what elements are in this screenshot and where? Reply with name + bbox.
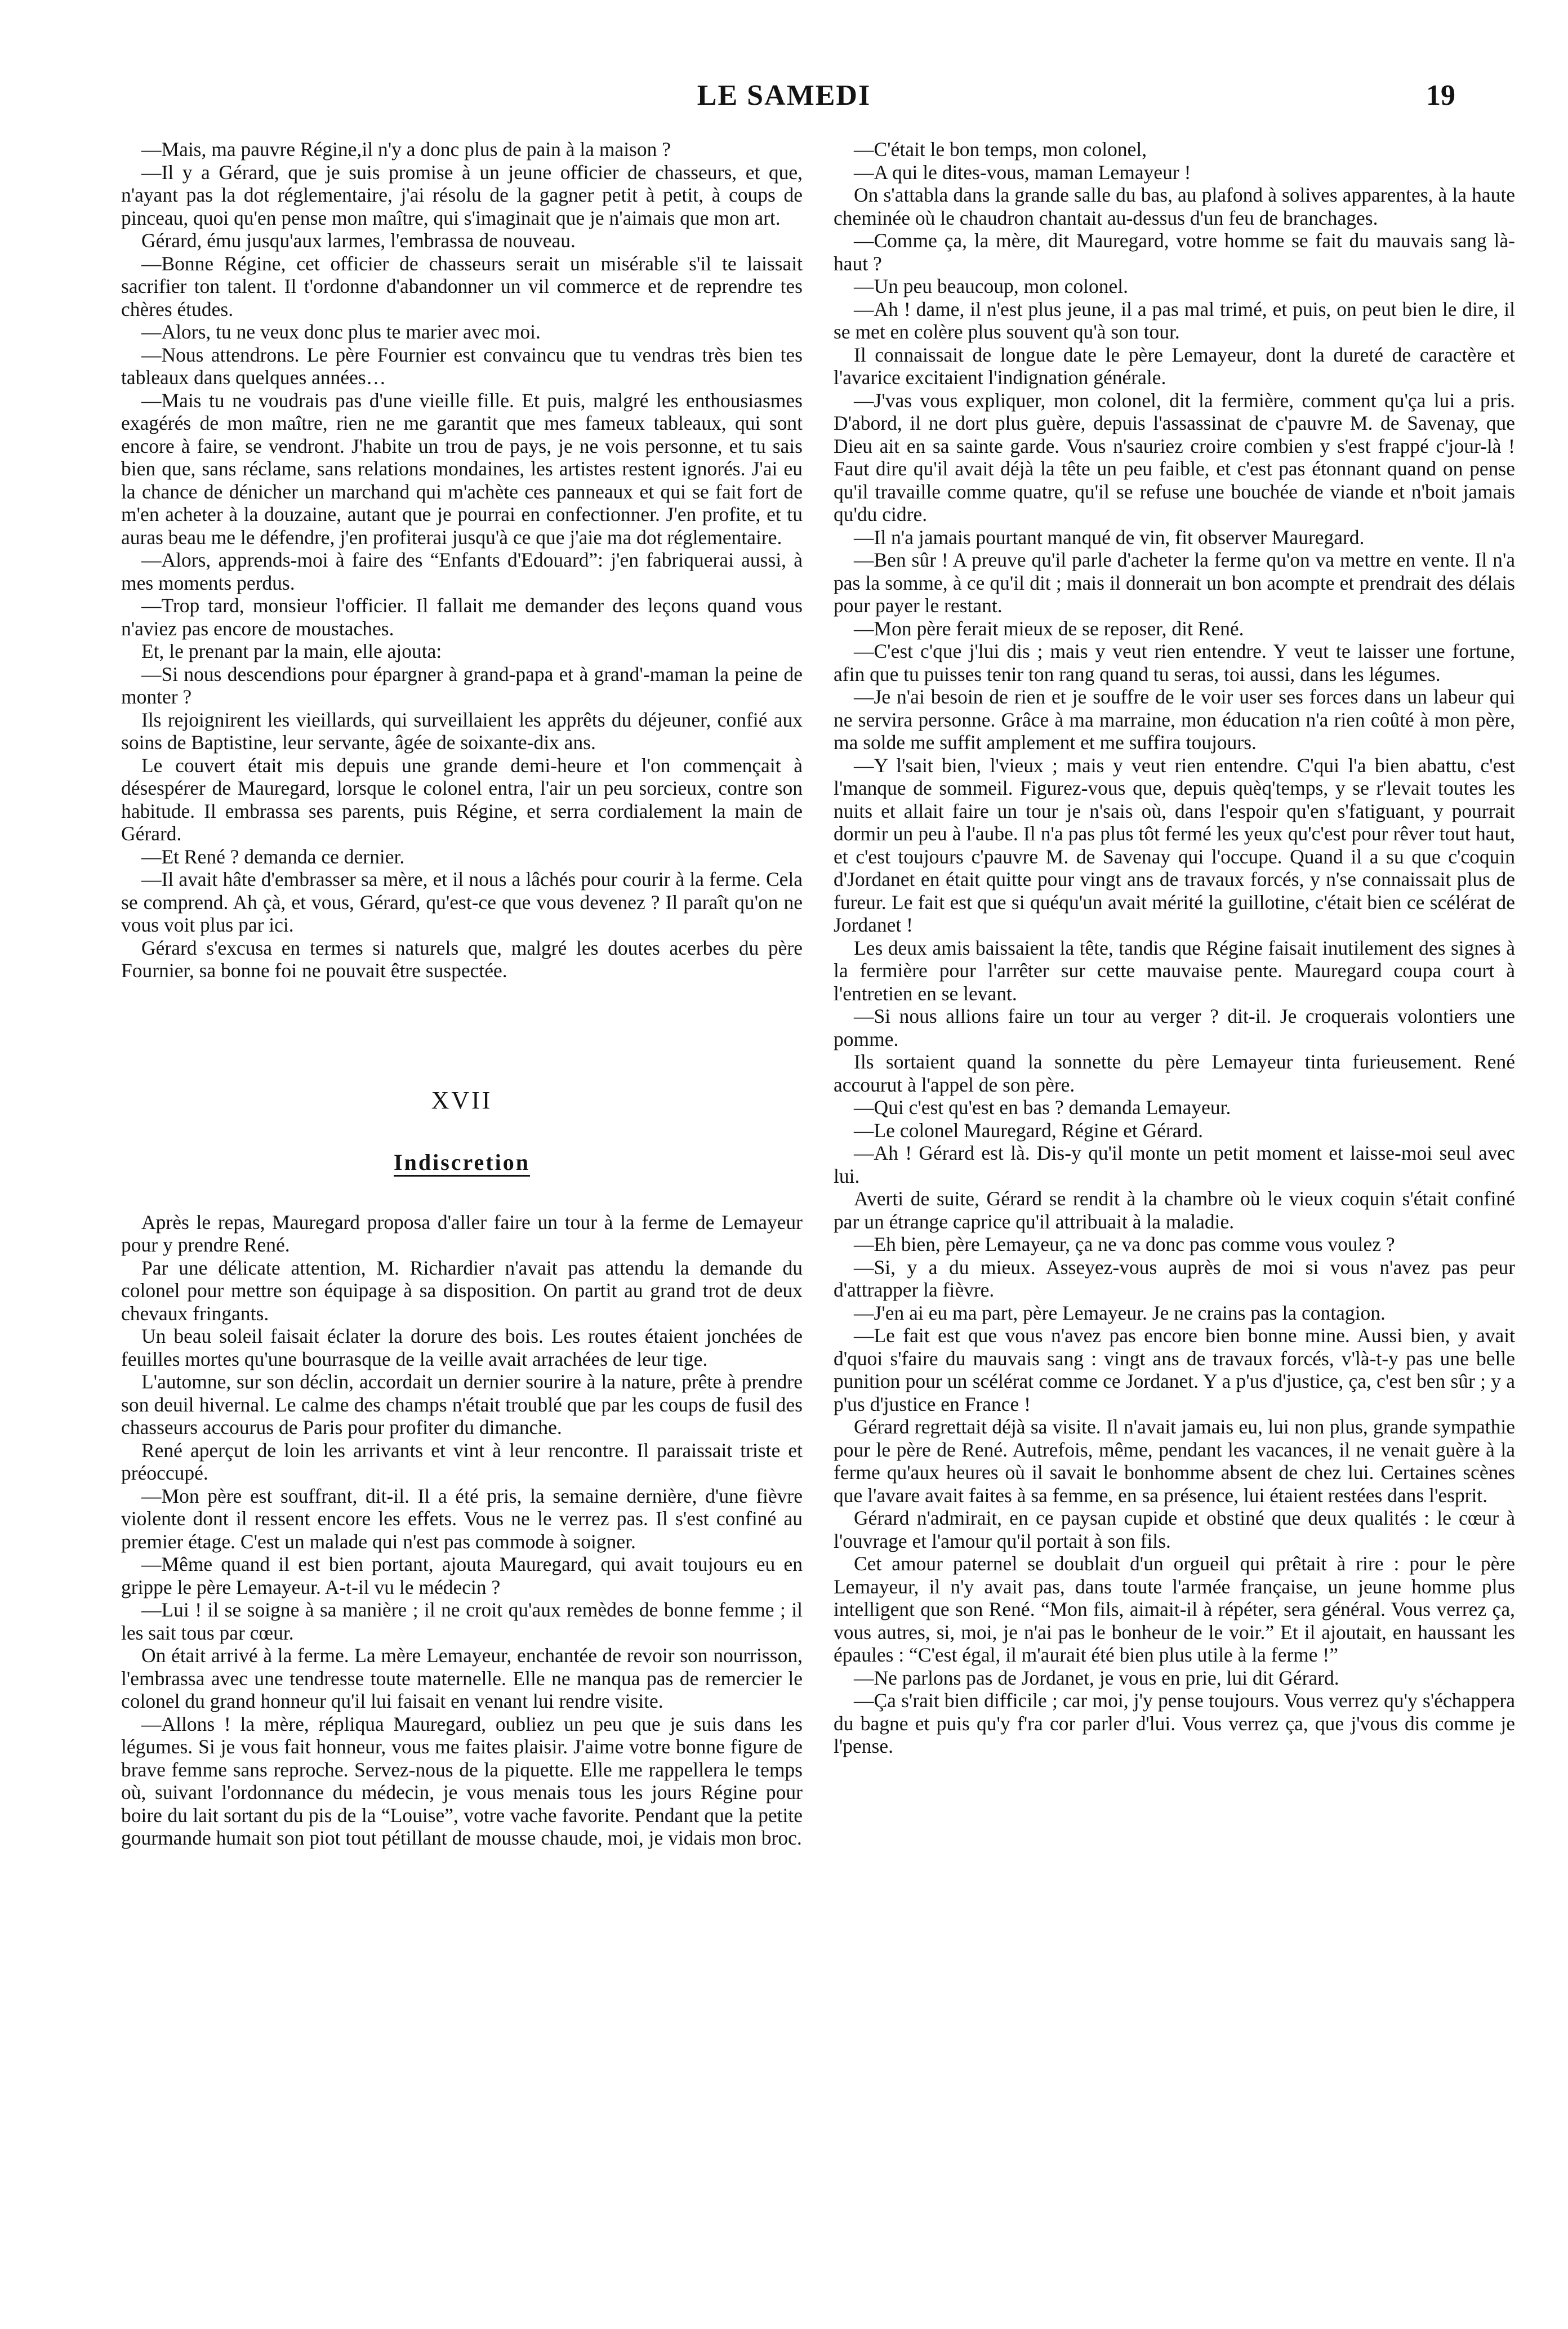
paragraph: Un beau soleil faisait éclater la dorure des bois. Les routes étaient jonchées de feuilles mortes qu'une bourrasque de la veille avait arrachées de leur tige.	[121, 1325, 803, 1370]
paragraph: —Il y a Gérard, que je suis promise à un jeune officier de chasseurs, et que, n'ayant pas la dot réglementaire, j'ai résolu de la gagner petit à petit, à coups de pinceau, quoi qu'en pense mon maître, qui s'imaginait que je n'aimais que mon art.	[121, 161, 803, 229]
paragraph: —Si nous descendions pour épargner à grand-papa et à grand'-maman la peine de monter ?	[121, 662, 803, 708]
chapter-title: Indiscretion	[394, 1150, 530, 1177]
paragraph: —Il avait hâte d'embrasser sa mère, et il nous a lâchés pour courir à la ferme. Cela se comprend. Ah çà, et vous, Gérard, qu'est-ce que vous devenez ? Il paraît qu'on ne vous voit plus par ici.	[121, 868, 803, 936]
left-column	[121, 138, 803, 1850]
paragraph: —Y l'sait bien, l'vieux ; mais y veut rien entendre. C'qui l'a bien abattu, c'est l'manque de sommeil. Figurez-vous que, depuis quèq'temps, y se r'levait toutes les nuits et allait faire un tour je n'sais où, dans l'espoir qu'en s'fatiguant, y pourrait dormir un peu à l'aube. Il n'a pas plus tôt fermé les yeux qu'c'est pour rêver tout haut, et c'est toujours c'pauvre M. de Savenay qui l'occupe. Quand il a su que c'coquin d'Jordanet en était quitte pour vingt ans de travaux forcés, y n'se connaissait plus de fureur. Le fait est que si quéqu'un avait mérité la guillotine, c'était bien ce scélérat de Jordanet !	[834, 754, 1515, 936]
paragraph: —J'en ai eu ma part, père Lemayeur. Je ne crains pas la contagion.	[854, 1301, 1386, 1324]
paragraph: —Si, y a du mieux. Asseyez-vous auprès de moi si vous n'avez pas peur d'attrapper la fièvre.	[834, 1255, 1515, 1301]
paragraph: Gérard n'admirait, en ce paysan cupide et obstiné que deux qualités : le cœur à l'ouvrage et l'amour qu'il portait à son fils.	[834, 1507, 1515, 1552]
paragraph: —C'était le bon temps, mon colonel,	[854, 138, 1147, 161]
paragraph: —Même quand il est bien portant, ajouta Mauregard, qui avait toujours eu en grippe le père Lemayeur. A-t-il vu le médecin ?	[121, 1553, 803, 1598]
paragraph: On était arrivé à la ferme. La mère Lemayeur, enchantée de revoir son nourrisson, l'embrassa avec une tendresse toute maternelle. Elle ne manqua pas de remercier le colonel du grand honneur qu'il lui faisait en venant lui rendre visite.	[121, 1644, 803, 1712]
paragraph: Ils sortaient quand la sonnette du père Lemayeur tinta furieusement. René accourut à l'appel de son père.	[834, 1050, 1515, 1096]
paragraph: —Le colonel Mauregard, Régine et Gérard.	[854, 1119, 1204, 1142]
paragraph: —Qui c'est qu'est en bas ? demanda Lemayeur.	[854, 1096, 1231, 1119]
paragraph: —Je n'ai besoin de rien et je souffre de le voir user ses forces dans un labeur qui ne servira personne. Grâce à ma marraine, mon éducation n'a rien coûté à mon père, ma solde me suffit amplement et me suffira toujours.	[834, 685, 1515, 754]
paragraph: Averti de suite, Gérard se rendit à la chambre où le vieux coquin s'était confiné par un étrange caprice qu'il attribuait à la maladie.	[834, 1187, 1515, 1233]
paragraph: Gérard, ému jusqu'aux larmes, l'embrassa de nouveau.	[141, 229, 576, 252]
paragraph: —C'est c'que j'lui dis ; mais y veut rien entendre. Y veut te laisser une fortune, afin que tu puisses tenir ton rang quand tu seras, toi aussi, dans les légumes.	[834, 640, 1515, 685]
paragraph: Gérard s'excusa en termes si naturels que, malgré les doutes acerbes du père Fournier, sa bonne foi ne pouvait être suspectée.	[121, 936, 803, 982]
paragraph: —Mais tu ne voudrais pas d'une vieille fille. Et puis, malgré les enthousiasmes exagérés de mon maître, rien ne me garantit que mes fameux tableaux, qui sont encore à faire, se vendront. J'habite un trou de pays, je ne vois personne, et tu sais bien que, sans réclame, sans relations mondaines, les artistes restent ignorés. J'ai eu la chance de dénicher un marchand qui m'achète ces panneaux et qui se fait fort de m'en acheter à la douzaine, autant que je pourrai en confectionner. J'en profite, et tu auras beau me le défendre, j'en profiterai jusqu'à ce que j'aie ma dot réglementaire.	[121, 389, 803, 549]
paragraph: —Alors, apprends-moi à faire des “Enfants d'Edouard”: j'en fabriquerai aussi, à mes moments perdus.	[121, 549, 803, 594]
paragraph: —Le fait est que vous n'avez pas encore bien bonne mine. Aussi bien, y avait d'quoi s'faire du mauvais sang : vingt ans de travaux forcés, v'là-t-y pas une belle punition pour un scélérat comme ce Jordanet. Y a p'us d'justice, ça, c'est ben sûr ; y a p'us d'justice en France !	[834, 1324, 1515, 1415]
paragraph: Ils rejoignirent les vieillards, qui surveillaient les apprêts du déjeuner, confié aux soins de Baptistine, leur servante, âgée de soixante-dix ans.	[121, 708, 803, 754]
paragraph: —Eh bien, père Lemayeur, ça ne va donc pas comme vous voulez ?	[854, 1233, 1395, 1255]
paragraph: Le couvert était mis depuis une grande demi-heure et l'on commençait à désespérer de Mauregard, lorsque le colonel entra, l'air un peu sorcieux, contre son habitude. Il embrassa ses parents, puis Régine, et serra cordialement la main de Gérard.	[121, 754, 803, 845]
paragraph: —Il n'a jamais pourtant manqué de vin, fit observer Mauregard.	[854, 526, 1365, 549]
paragraph: —Mon père est souffrant, dit-il. Il a été pris, la semaine dernière, d'une fièvre violente dont il ressent encore les effets. Vous ne le verrez pas. Il s'est confiné au premier étage. C'est un malade qui n'est pas commode à soigner.	[121, 1484, 803, 1553]
paragraph: —Ben sûr ! A preuve qu'il parle d'acheter la ferme qu'on va mettre en vente. Il n'a pas la somme, à ce qu'il dit ; mais il donnerait un bon acompte et prendrait des délais pour payer le restant.	[834, 549, 1515, 617]
paragraph: —Ça s'rait bien difficile ; car moi, j'y pense toujours. Vous verrez qu'y s'échappera du bagne et puis qu'y f'ra cor parler d'lui. Vous verrez ça, que j'vous dis comme je l'pense.	[834, 1689, 1515, 1757]
paragraph: —Mais, ma pauvre Régine,il n'y a donc plus de pain à la maison ?	[141, 138, 671, 161]
paragraph: On s'attabla dans la grande salle du bas, au plafond à solives apparentes, à la haute cheminée où le chaudron chantait au-dessus d'un feu de branchages.	[834, 184, 1515, 229]
journal-title: LE SAMEDI	[697, 79, 871, 112]
chapter-number: XVII	[431, 1086, 493, 1114]
paragraph: —Allons ! la mère, répliqua Mauregard, oubliez un peu que je suis dans les légumes. Si je vous fait honneur, vous me faites plaisir. J'aime votre bonne figure de brave femme sans reproche. Servez-nous de la piquette. Elle me rappellera le temps où, suivant l'ordonnance du médecin, je vous menais tous les jours Régine pour boire du lait sortant du pis de la “Louise”, votre vache favorite. Pendant que la petite gourmande humait son piot tout pétillant de mousse chaude, moi, je vidais mon broc.	[121, 1712, 803, 1849]
paragraph: Cet amour paternel se doublait d'un orgueil qui prêtait à rire : pour le père Lemayeur, il n'y avait pas, dans toute l'armée française, un jeune homme plus intelligent que son René. “Mon fils, aimait-il à répéter, sera général. Vous verrez ça, vous autres, si, moi, je n'ai pas le bonheur de le voir.” Et il ajoutait, en haussant les épaules : “C'est égal, il m'aurait été bien plus utile à la ferme !”	[834, 1552, 1515, 1666]
paragraph: —Nous attendrons. Le père Fournier est convaincu que tu vendras très bien tes tableaux dans quelques années…	[121, 343, 803, 389]
paragraph: —J'vas vous expliquer, mon colonel, dit la fermière, comment qu'ça lui a pris. D'abord, il ne dort plus guère, depuis l'assassinat de c'pauvre M. de Savenay, que Dieu ait en sa sainte garde. Vous n'sauriez croire combien y s'est frappé c'jour-là ! Faut dire qu'il avait déjà la tête un peu faible, et c'est pas étonnant quand on pense qu'il travaille comme quatre, qu'il se refuse une bouchée de viande et n'boit jamais qu'du cidre.	[834, 389, 1515, 526]
right-column	[834, 138, 1515, 1758]
paragraph: Par une délicate attention, M. Richardier n'avait pas attendu la demande du colonel pour mettre son équipage à sa disposition. On partit au grand trot de deux chevaux fringants.	[121, 1256, 803, 1325]
paragraph: Les deux amis baissaient la tête, tandis que Régine faisait inutilement des signes à la fermière pour l'arrêter sur cette mauvaise pente. Mauregard coupa court à l'entretien en se levant.	[834, 936, 1515, 1005]
left-bottom-text	[121, 1211, 803, 1850]
paragraph: René aperçut de loin les arrivants et vint à leur rencontre. Il paraissait triste et préoccupé.	[121, 1439, 803, 1484]
paragraph: L'automne, sur son déclin, accordait un dernier sourire à la nature, prête à prendre son deuil hivernal. Le calme des champs n'était troublé que par les coups de fusil des chasseurs accourus de Paris pour profiter du dimanche.	[121, 1370, 803, 1439]
page-header	[107, 79, 1461, 124]
paragraph: Et, le prenant par la main, elle ajouta:	[141, 640, 442, 662]
page-number: 19	[1426, 79, 1455, 112]
paragraph: —A qui le dites-vous, maman Lemayeur !	[854, 161, 1191, 184]
paragraph: —Comme ça, la mère, dit Mauregard, votre homme se fait du mauvais sang là-haut ?	[834, 229, 1515, 275]
paragraph: —Ne parlons pas de Jordanet, je vous en prie, lui dit Gérard.	[854, 1666, 1339, 1689]
paragraph: Gérard regrettait déjà sa visite. Il n'avait jamais eu, lui non plus, grande sympathie pour le père de René. Autrefois, même, pendant les vacances, il ne venait guère à la ferme qu'aux heures où il savait le bonhomme absent de chez lui. Certaines scènes que l'avare avait faites à sa femme, en sa présence, lui étaient restées dans l'esprit.	[834, 1415, 1515, 1507]
paragraph: —Si nous allions faire un tour au verger ? dit-il. Je croquerais volontiers une pomme.	[834, 1005, 1515, 1050]
chapter-title-wrap	[121, 1151, 803, 1174]
paragraph: —Mon père ferait mieux de se reposer, dit René.	[854, 617, 1244, 640]
paragraph: —Ah ! Gérard est là. Dis-y qu'il monte un petit moment et laisse-moi seul avec lui.	[834, 1142, 1515, 1187]
paragraph: —Trop tard, monsieur l'officier. Il fallait me demander des leçons quand vous n'aviez pas encore de moustaches.	[121, 594, 803, 640]
paragraph: —Ah ! dame, il n'est plus jeune, il a pas mal trimé, et puis, on peut bien le dire, il se met en colère plus souvent qu'à son tour.	[834, 297, 1515, 343]
paragraph: —Un peu beaucoup, mon colonel.	[854, 275, 1129, 297]
paragraph: Il connaissait de longue date le père Lemayeur, dont la dureté de caractère et l'avarice excitaient l'indignation générale.	[834, 343, 1515, 389]
paragraph: —Alors, tu ne veux donc plus te marier avec moi.	[141, 320, 541, 343]
paragraph: Après le repas, Mauregard proposa d'aller faire un tour à la ferme de Lemayeur pour y prendre René.	[121, 1210, 803, 1256]
paragraph: —Lui ! il se soigne à sa manière ; il ne croit qu'aux remèdes de bonne femme ; il les sait tous par cœur.	[121, 1598, 803, 1644]
paragraph: —Et René ? demanda ce dernier.	[141, 845, 405, 868]
left-top-text	[121, 138, 803, 982]
paragraph: —Bonne Régine, cet officier de chasseurs serait un misérable s'il te laissait sacrifier ton talent. Il t'ordonne d'abandonner un vil commerce et de reprendre tes chères études.	[121, 252, 803, 320]
